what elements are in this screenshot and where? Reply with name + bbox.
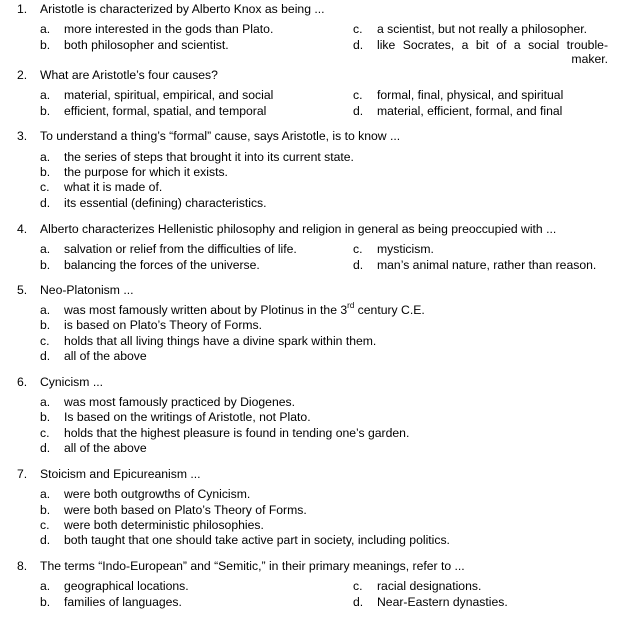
question-text: Alberto characterizes Hellenistic philosophy and religion in general as being preoccupied with ...: [40, 222, 557, 236]
option-8b[interactable]: b. families of languages.: [40, 595, 182, 609]
question-number: 4.: [17, 222, 28, 236]
option-7c[interactable]: c. were both deterministic philosophies.: [40, 518, 264, 532]
option-7d[interactable]: d. both taught that one should take active part in society, including politics.: [40, 533, 450, 547]
option-2b[interactable]: b. efficient, formal, spatial, and temporal: [40, 104, 267, 118]
question-number: 3.: [17, 129, 28, 143]
option-2a[interactable]: a. material, spiritual, empirical, and social: [40, 88, 274, 102]
question-text: Neo-Platonism ...: [40, 283, 134, 297]
option-8c[interactable]: c. racial designations.: [353, 579, 482, 593]
option-4b[interactable]: b. balancing the forces of the universe.: [40, 258, 260, 272]
option-2c[interactable]: c. formal, final, physical, and spiritual: [353, 88, 564, 102]
option-3a[interactable]: a. the series of steps that brought it into its current state.: [40, 150, 354, 164]
option-4c[interactable]: c. mysticism.: [353, 242, 434, 256]
option-6d[interactable]: d. all of the above: [40, 441, 147, 455]
option-1a[interactable]: a. more interested in the gods than Plato.: [40, 22, 274, 36]
question-text: Stoicism and Epicureanism ...: [40, 467, 201, 481]
question-text: The terms “Indo-European” and “Semitic,” in their primary meanings, refer to ...: [40, 559, 465, 573]
option-5c[interactable]: c. holds that all living things have a divine spark within them.: [40, 334, 377, 348]
option-2d[interactable]: d. material, efficient, formal, and final: [353, 104, 563, 118]
question-number: 5.: [17, 283, 28, 297]
question-number: 8.: [17, 559, 28, 573]
option-3b[interactable]: b. the purpose for which it exists.: [40, 165, 228, 179]
option-5d[interactable]: d. all of the above: [40, 349, 147, 363]
option-6a[interactable]: a. was most famously practiced by Diogenes.: [40, 395, 295, 409]
question-number: 6.: [17, 375, 28, 389]
option-6c[interactable]: c. holds that the highest pleasure is found in tending one’s garden.: [40, 426, 410, 440]
option-7a[interactable]: a. were both outgrowths of Cynicism.: [40, 487, 251, 501]
option-5a[interactable]: a. was most famously written about by Plotinus in the 3rd century C.E.: [40, 300, 425, 317]
question-text: What are Aristotle’s four causes?: [40, 68, 218, 82]
question-number: 2.: [17, 68, 28, 82]
question-number: 1.: [17, 2, 28, 16]
option-7b[interactable]: b. were both based on Plato’s Theory of Forms.: [40, 503, 307, 517]
option-3d[interactable]: d. its essential (defining) characteristics.: [40, 196, 267, 210]
option-8a[interactable]: a. geographical locations.: [40, 579, 189, 593]
question-text: To understand a thing’s “formal” cause, says Aristotle, is to know ...: [40, 129, 401, 143]
option-1b[interactable]: b. both philosopher and scientist.: [40, 38, 229, 52]
question-number: 7.: [17, 467, 28, 481]
option-6b[interactable]: b. Is based on the writings of Aristotle, not Plato.: [40, 410, 311, 424]
question-text: Aristotle is characterized by Alberto Knox as being ...: [40, 2, 325, 16]
option-1c[interactable]: c. a scientist, but not really a philosopher.: [353, 22, 588, 36]
option-3c[interactable]: c. what it is made of.: [40, 180, 163, 194]
option-8d[interactable]: d. Near-Eastern dynasties.: [353, 595, 508, 609]
option-4a[interactable]: a. salvation or relief from the difficulties of life.: [40, 242, 297, 256]
option-1d[interactable]: d. like Socrates, a bit of a social trouble-maker.: [353, 38, 608, 66]
option-4d[interactable]: d. man’s animal nature, rather than reason.: [353, 258, 597, 272]
question-text: Cynicism ...: [40, 375, 103, 389]
option-5b[interactable]: b. is based on Plato’s Theory of Forms.: [40, 318, 263, 332]
